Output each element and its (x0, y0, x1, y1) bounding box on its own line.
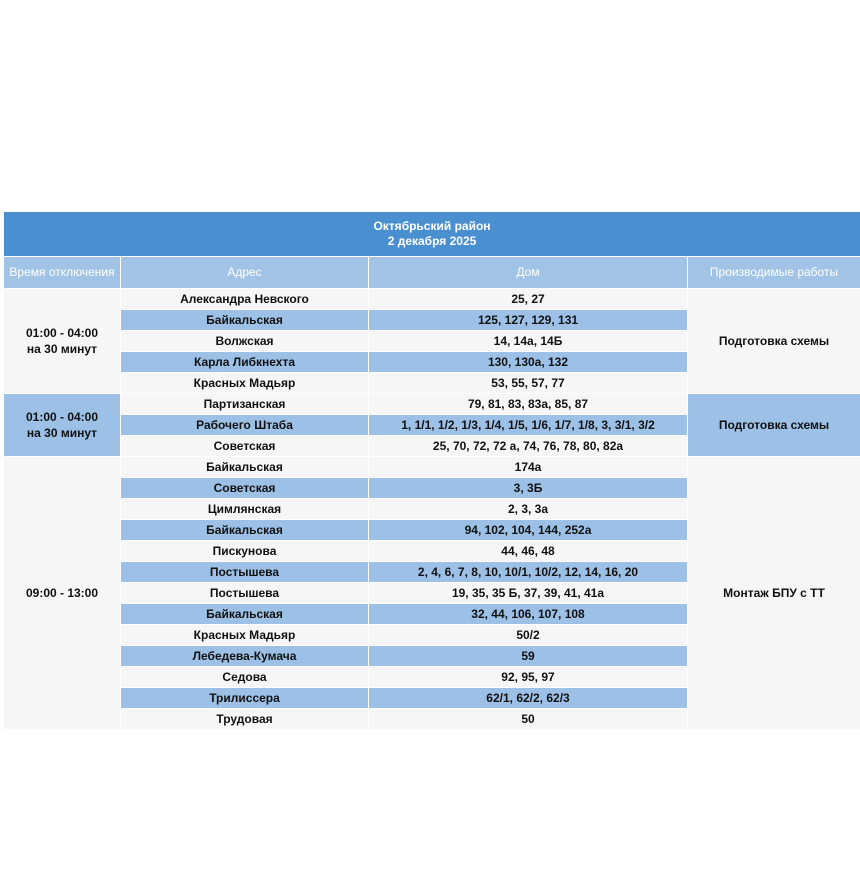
houses-cell: 1, 1/1, 1/2, 1/3, 1/4, 1/5, 1/6, 1/7, 1/8, 3, 3/1, 3/2 (369, 415, 688, 436)
houses-cell: 125, 127, 129, 131 (369, 310, 688, 331)
table-row (4, 394, 860, 415)
street-cell: Красных Мадьяр (121, 625, 369, 646)
street-cell: Трилиссера (121, 688, 369, 709)
houses-cell: 53, 55, 57, 77 (369, 373, 688, 394)
houses-cell: 25, 27 (369, 289, 688, 310)
houses-cell: 3, 3Б (369, 478, 688, 499)
work-type-cell: Подготовка схемы (688, 394, 860, 457)
street-cell: Красных Мадьяр (121, 373, 369, 394)
street-cell: Советская (121, 478, 369, 499)
table-body (4, 289, 860, 730)
street-cell: Лебедева-Кумача (121, 646, 369, 667)
street-cell: Постышева (121, 583, 369, 604)
street-cell: Седова (121, 667, 369, 688)
houses-cell: 130, 130а, 132 (369, 352, 688, 373)
houses-cell: 2, 3, 3а (369, 499, 688, 520)
col-header-time: Время отключения (4, 257, 121, 289)
col-header-house: Дом (369, 257, 688, 289)
street-cell: Советская (121, 436, 369, 457)
schedule-date: 2 декабря 2025 (387, 234, 477, 248)
col-header-work: Производимые работы (688, 257, 860, 289)
street-cell: Рабочего Штаба (121, 415, 369, 436)
street-cell: Байкальская (121, 457, 369, 478)
outage-schedule-table (3, 211, 860, 730)
houses-cell: 94, 102, 104, 144, 252а (369, 520, 688, 541)
outage-time-cell (4, 394, 121, 457)
outage-duration: на 30 минут (26, 426, 98, 440)
houses-cell: 50/2 (369, 625, 688, 646)
outage-time-range: 09:00 - 13:00 (25, 586, 99, 600)
street-cell: Партизанская (121, 394, 369, 415)
street-cell: Трудовая (121, 709, 369, 730)
street-cell: Байкальская (121, 604, 369, 625)
street-cell: Волжская (121, 331, 369, 352)
table-title (4, 212, 860, 257)
street-cell: Цимлянская (121, 499, 369, 520)
houses-cell: 59 (369, 646, 688, 667)
work-type-cell: Подготовка схемы (688, 289, 860, 394)
houses-cell: 62/1, 62/2, 62/3 (369, 688, 688, 709)
work-type-cell: Монтаж БПУ с ТТ (688, 457, 860, 730)
houses-cell: 92, 95, 97 (369, 667, 688, 688)
houses-cell: 2, 4, 6, 7, 8, 10, 10/1, 10/2, 12, 14, 16, 20 (369, 562, 688, 583)
houses-cell: 50 (369, 709, 688, 730)
street-cell: Байкальская (121, 310, 369, 331)
houses-cell: 79, 81, 83, 83а, 85, 87 (369, 394, 688, 415)
houses-cell: 44, 46, 48 (369, 541, 688, 562)
outage-time-range: 01:00 - 04:00 (25, 326, 99, 340)
street-cell: Карла Либкнехта (121, 352, 369, 373)
houses-cell: 19, 35, 35 Б, 37, 39, 41, 41а (369, 583, 688, 604)
outage-time-cell (4, 289, 121, 394)
street-cell: Пискунова (121, 541, 369, 562)
street-cell: Байкальская (121, 520, 369, 541)
col-header-address: Адрес (121, 257, 369, 289)
street-cell: Александра Невского (121, 289, 369, 310)
outage-time-range: 01:00 - 04:00 (25, 410, 99, 424)
street-cell: Постышева (121, 562, 369, 583)
houses-cell: 32, 44, 106, 107, 108 (369, 604, 688, 625)
column-header-row (4, 257, 860, 289)
outage-duration: на 30 минут (26, 342, 98, 356)
houses-cell: 14, 14а, 14Б (369, 331, 688, 352)
district-title: Октябрьский район (373, 219, 491, 233)
houses-cell: 25, 70, 72, 72 а, 74, 76, 78, 80, 82а (369, 436, 688, 457)
table-row (4, 457, 860, 478)
table-row (4, 289, 860, 310)
houses-cell: 174а (369, 457, 688, 478)
outage-time-cell (4, 457, 121, 730)
